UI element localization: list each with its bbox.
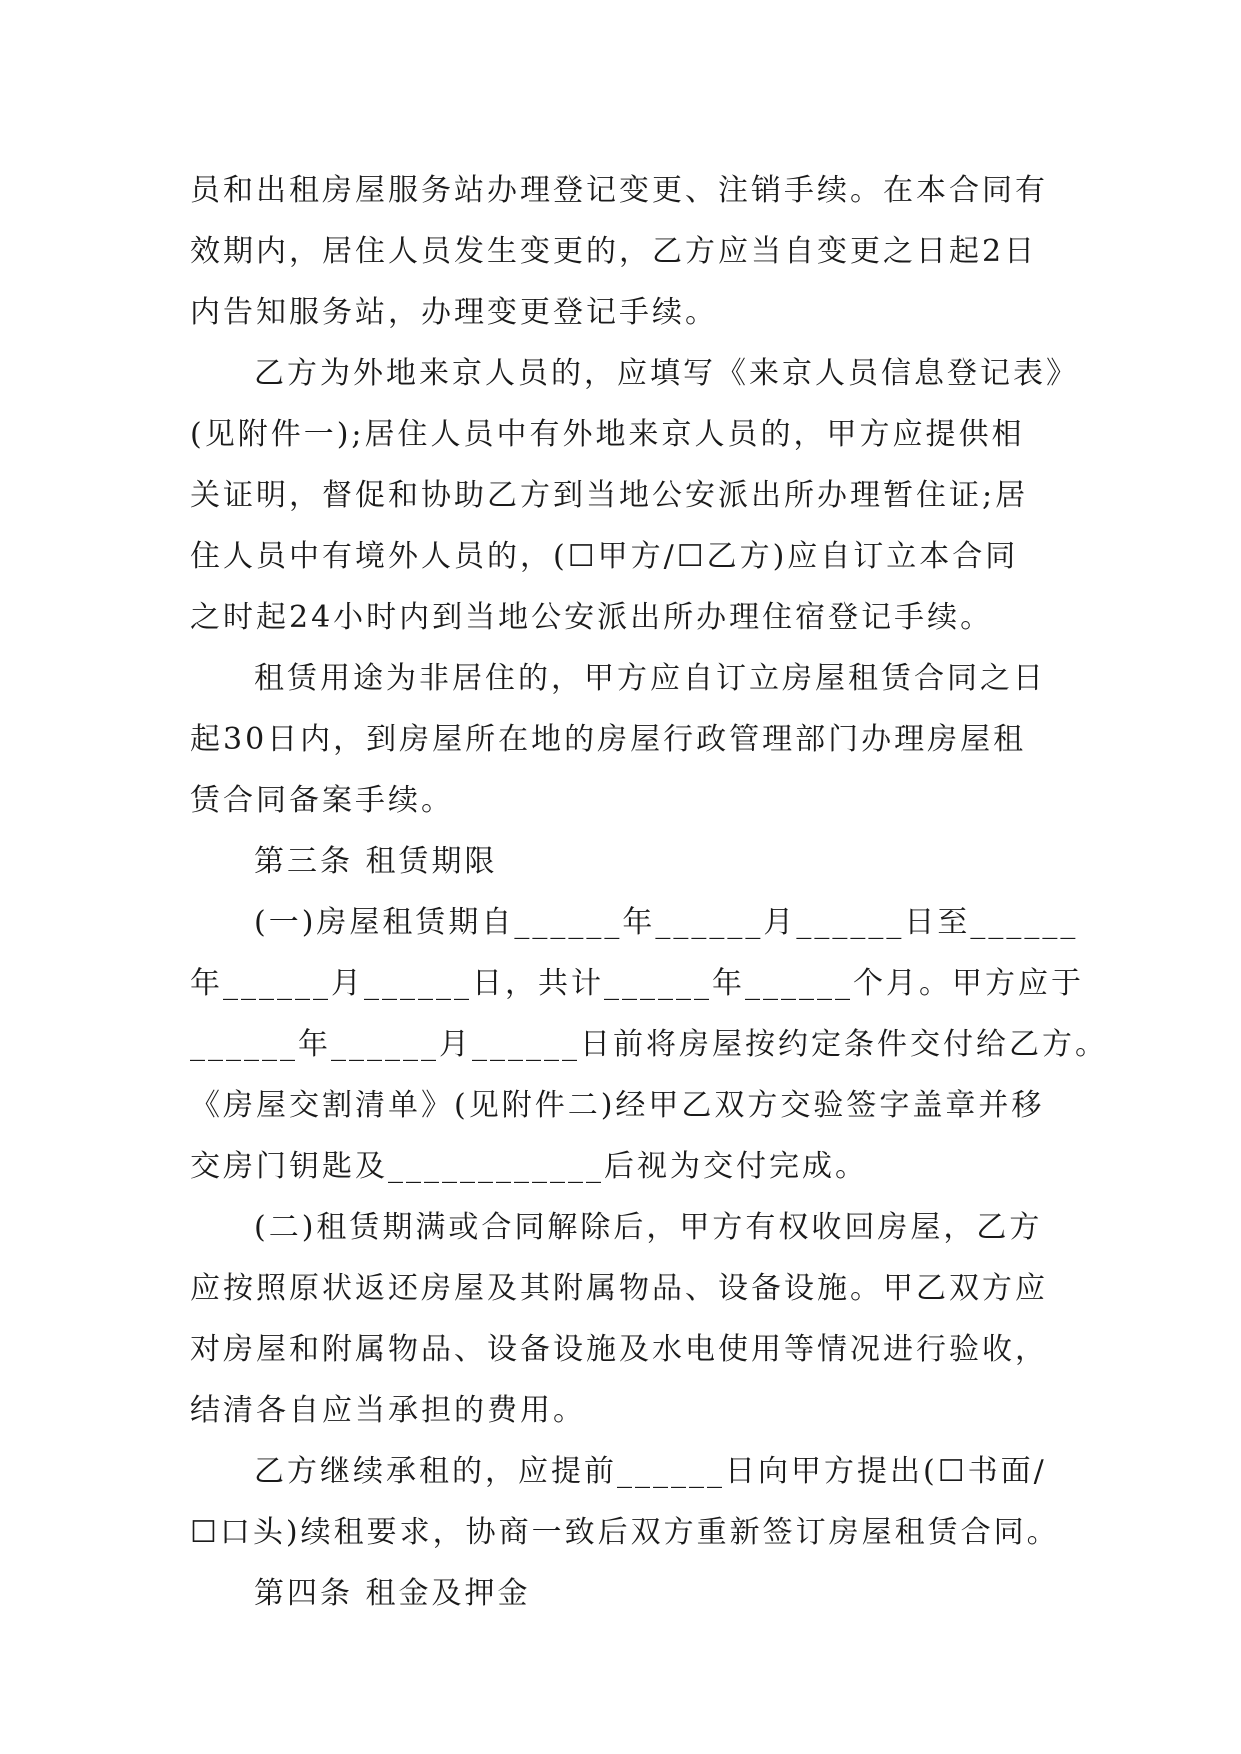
paragraph-line: (见附件一);居住人员中有外地来京人员的，甲方应提供相: [190, 417, 1025, 452]
paragraph-line: 乙方为外地来京人员的，应填写《来京人员信息登记表》: [254, 356, 1079, 391]
paragraph-line: 之时起24小时内到当地公安派出所办理住宿登记手续。: [190, 600, 994, 635]
paragraph-line: 赁合同备案手续。: [190, 783, 454, 818]
paragraph-line: 乙方继续承租的，应提前______日向甲方提出(☐书面/: [254, 1454, 1047, 1489]
paragraph-line: 应按照原状返还房屋及其附属物品、设备设施。甲乙双方应: [190, 1271, 1048, 1306]
section-heading: 第四条 租金及押金: [254, 1576, 531, 1611]
paragraph-line: 对房屋和附属物品、设备设施及水电使用等情况进行验收，: [190, 1332, 1048, 1367]
paragraph-line: 《房屋交割清单》(见附件二)经甲乙双方交验签字盖章并移: [190, 1088, 1045, 1123]
paragraph-line: 交房门钥匙及____________后视为交付完成。: [190, 1149, 868, 1184]
paragraph-line: (一)房屋租赁期自______年______月______日至______: [254, 905, 1079, 940]
section-heading: 第三条 租赁期限: [254, 844, 498, 879]
paragraph-line: ☐口头)续租要求，协商一致后双方重新签订房屋租赁合同。: [190, 1515, 1060, 1550]
paragraph-line: 住人员中有境外人员的，(☐甲方/☐乙方)应自订立本合同: [190, 539, 1019, 574]
paragraph-line: ______年______月______日前将房屋按约定条件交付给乙方。: [190, 1027, 1108, 1062]
paragraph-line: 关证明，督促和协助乙方到当地公安派出所办理暂住证;居: [190, 478, 1029, 513]
paragraph-line: 起30日内，到房屋所在地的房屋行政管理部门办理房屋租: [190, 722, 1027, 757]
paragraph-line: (二)租赁期满或合同解除后，甲方有权收回房屋，乙方: [254, 1210, 1043, 1245]
paragraph-line: 租赁用途为非居住的，甲方应自订立房屋租赁合同之日: [254, 661, 1046, 696]
paragraph-line: 内告知服务站，办理变更登记手续。: [190, 295, 718, 330]
paragraph-line: 效期内，居住人员发生变更的，乙方应当自变更之日起2日: [190, 234, 1038, 269]
paragraph-line: 员和出租房屋服务站办理登记变更、注销手续。在本合同有: [190, 173, 1048, 208]
paragraph-line: 年______月______日，共计______年______个月。甲方应于: [190, 966, 1084, 1001]
contract-body: [190, 160, 1108, 1624]
paragraph-line: 结清各自应当承担的费用。: [190, 1393, 586, 1428]
